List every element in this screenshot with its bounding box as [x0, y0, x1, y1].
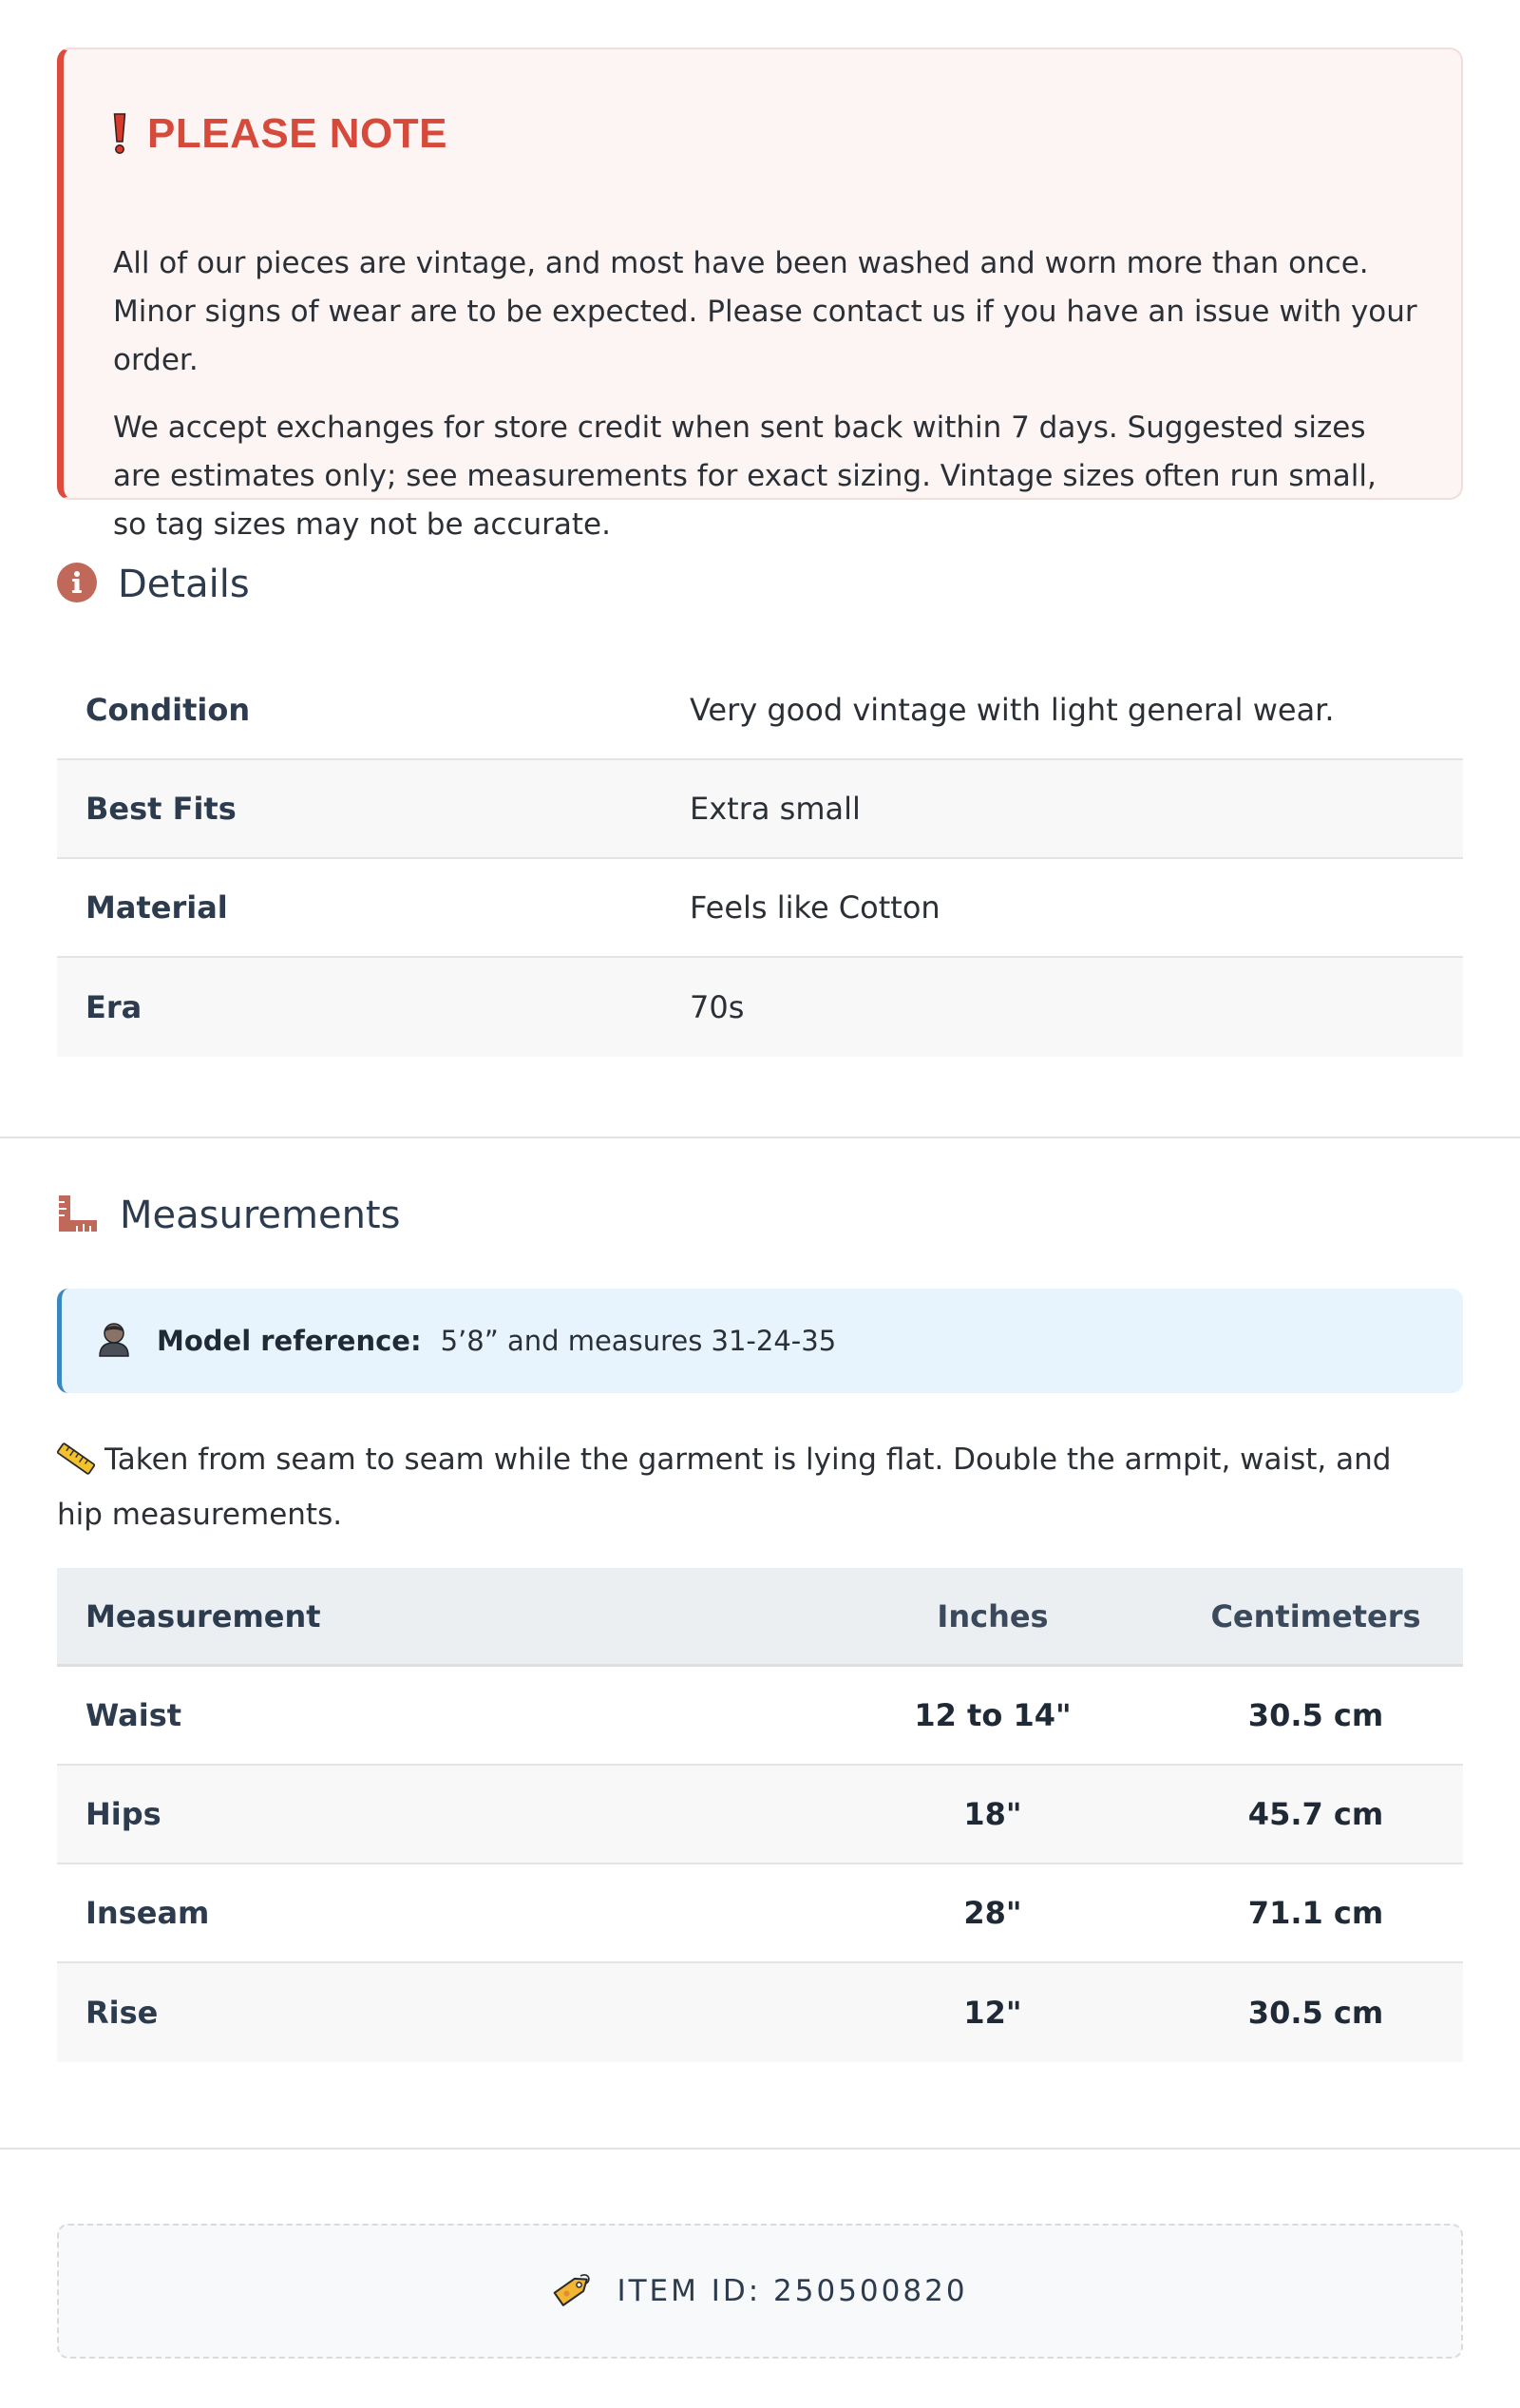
exclamation-icon — [113, 113, 126, 155]
measurement-cm: 45.7 cm — [1247, 1796, 1384, 1832]
details-heading — [57, 563, 250, 606]
section-divider — [0, 2148, 1520, 2150]
person-icon — [98, 1321, 130, 1361]
measurement-name: Hips — [86, 1796, 162, 1832]
details-row — [57, 661, 1463, 760]
table-header-row — [57, 1568, 1463, 1667]
item-id-box — [57, 2224, 1463, 2359]
details-value: Feels like Cotton — [690, 889, 940, 926]
measurement-name: Inseam — [86, 1895, 210, 1931]
measurements-heading — [57, 1194, 400, 1237]
notice-paragraph: All of our pieces are vintage, and most have been washed and worn more than once. Minor signs of wear are to be expected. Please contact us if you have an issue with your order. — [113, 246, 1417, 377]
measurement-name: Waist — [86, 1697, 182, 1733]
notice-title: PLEASE NOTE — [147, 110, 447, 157]
ruler-icon — [57, 1194, 99, 1237]
tag-icon — [552, 2270, 594, 2312]
table-row — [57, 1667, 1463, 1766]
table-row — [57, 1864, 1463, 1963]
notice-box — [57, 48, 1463, 542]
details-value: Extra small — [690, 791, 861, 827]
column-header: Measurement — [86, 1597, 321, 1634]
measurement-inches: 28" — [963, 1895, 1022, 1931]
measurement-note-text: Taken from seam to seam while the garment is lying flat. Double the armpit, waist, and hip measurements. — [57, 1443, 1392, 1532]
details-row — [57, 760, 1463, 859]
info-icon — [57, 563, 97, 606]
measurements-title: Measurements — [120, 1194, 401, 1237]
details-label: Best Fits — [86, 791, 237, 827]
details-row — [57, 958, 1463, 1057]
table-row — [57, 1766, 1463, 1864]
measurement-inches: 18" — [963, 1796, 1022, 1832]
model-reference-value: 5’8” and measures 31-24-35 — [440, 1325, 837, 1357]
details-label: Condition — [86, 692, 251, 728]
details-title: Details — [118, 563, 250, 606]
column-header: Inches — [937, 1597, 1049, 1634]
measurement-note — [57, 1435, 1425, 1539]
measurement-inches: 12" — [963, 1995, 1022, 2031]
details-value: Very good vintage with light general wear. — [690, 692, 1335, 728]
measurement-cm: 71.1 cm — [1247, 1895, 1384, 1931]
details-label: Era — [86, 989, 142, 1025]
details-label: Material — [86, 889, 228, 926]
details-row — [57, 859, 1463, 958]
measurement-inches: 12 to 14" — [914, 1697, 1072, 1733]
model-reference-label: Model reference: — [157, 1325, 422, 1357]
measurements-table — [57, 1568, 1463, 2062]
details-value: 70s — [690, 989, 745, 1025]
measurement-cm: 30.5 cm — [1247, 1995, 1384, 2031]
notice-paragraph: We accept exchanges for store credit when sent back within 7 days. Suggested sizes are estimates only; see measurements for exact sizing. Vintage sizes often run small, so tag sizes may not be accurate. — [113, 411, 1377, 542]
notice-header — [113, 110, 447, 158]
section-divider — [0, 1137, 1520, 1138]
model-reference-box — [57, 1289, 1463, 1393]
measurement-name: Rise — [86, 1995, 159, 2031]
notice-body — [113, 239, 1417, 549]
straight-ruler-icon — [57, 1441, 95, 1490]
column-header: Centimeters — [1210, 1597, 1421, 1634]
measurement-cm: 30.5 cm — [1247, 1697, 1384, 1733]
table-row — [57, 1963, 1463, 2062]
details-table — [57, 661, 1463, 1057]
item-id: ITEM ID: 250500820 — [617, 2274, 968, 2308]
